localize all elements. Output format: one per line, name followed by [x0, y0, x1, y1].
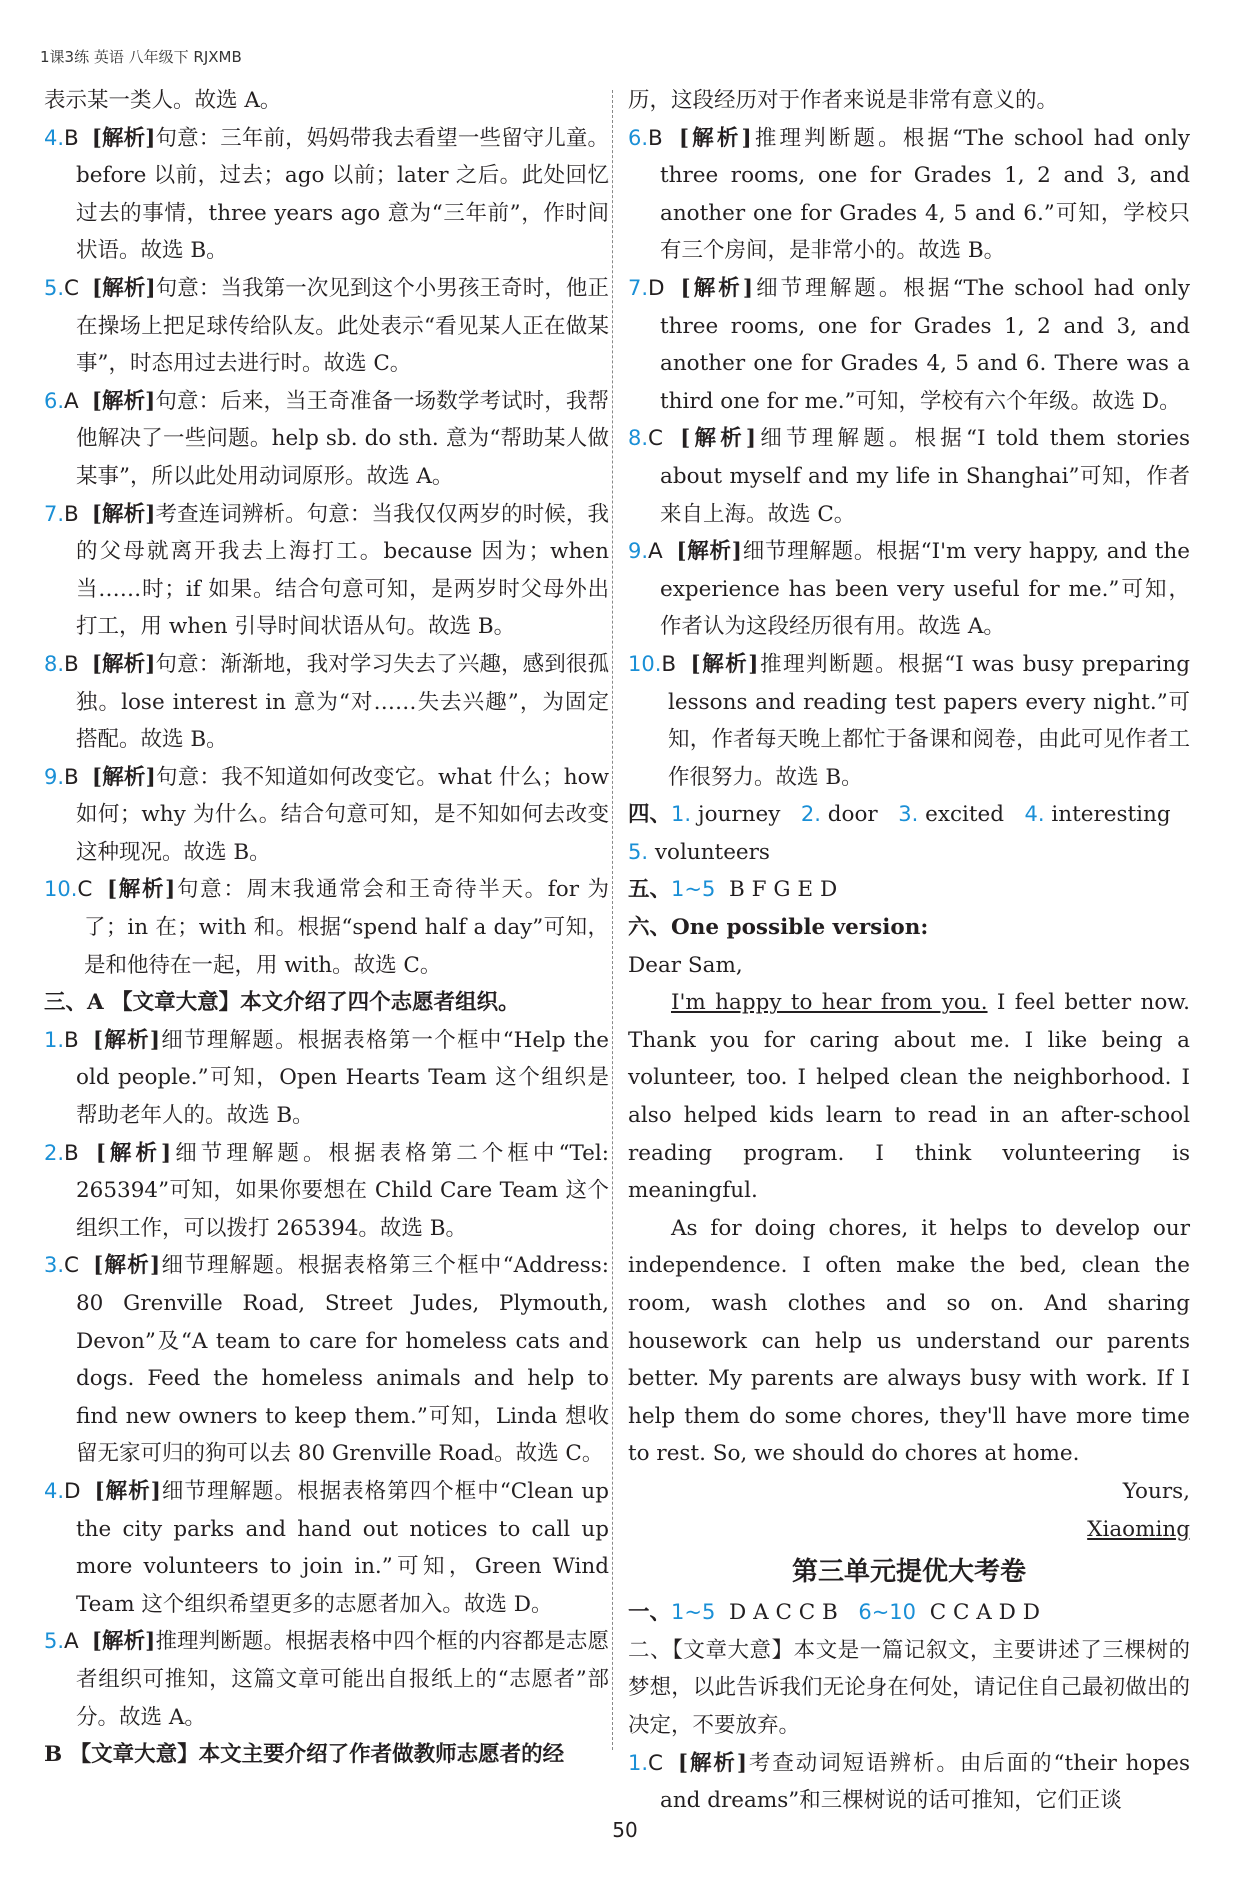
section-4-answers: 四、1. journey 2. door 3. excited 4. interesting: [628, 802, 1171, 828]
sample-letter: [628, 947, 1190, 1549]
page-number: 50: [612, 1818, 638, 1842]
left-column: [44, 82, 609, 1774]
section-3-intro: 三、A 【文章大意】本文介绍了四个志愿者组织。: [44, 990, 520, 1016]
sec3-item-2: 2.B [解析]细节理解题。根据表格第二个框中“Tel: 265394”可知，如果你要想在 Child Care Team 这个组织工作，可以拨打 265394。故选 B。: [44, 1140, 609, 1241]
answer-item-r7: 7.D [解析]细节理解题。根据“The school had only three rooms, one for Grades 1, 2 and 3, and another one for Grades 4, 5 and 6. There was a third one for me.”可知，学校有六个年级。故选 D。: [628, 275, 1190, 414]
right-items: [628, 120, 1190, 797]
answer-item-9: 9.B [解析]句意：我不知道如何改变它。what 什么；how 如何；why 为什么。结合句意可知，是不知如何去改变这种现况。故选 B。: [44, 764, 609, 865]
section-3-items: [44, 1022, 609, 1736]
section-3b-intro: B 【文章大意】本文主要介绍了作者做教师志愿者的经: [44, 1742, 565, 1768]
letter-closing: Yours,: [1122, 1478, 1190, 1504]
unit-title: 第三单元提优大考卷: [791, 1557, 1026, 1588]
right-continuation: 历，这段经历对于作者来说是非常有意义的。: [628, 88, 1059, 113]
right-column: [628, 82, 1190, 1820]
column-divider: [612, 90, 613, 1750]
answer-item-7: 7.B [解析]考查连词辨析。句意：当我仅仅两岁的时候，我的父母就离开我去上海打工。because 因为；when 当……时；if 如果。结合句意可知，是两岁时父母外出打工，用 when 引导时间状语从句。故选 B。: [44, 501, 609, 640]
answer-item-r6: 6.B [解析]推理判断题。根据“The school had only three rooms, one for Grades 1, 2 and 3, and another one for Grades 4, 5 and 6.”可知，学校只有三个房间，是非常小的。故选 B。: [628, 125, 1190, 264]
sec3-item-1: 1.B [解析]细节理解题。根据表格第一个框中“Help the old people.”可知，Open Hearts Team 这个组织是帮助老年人的。故选 B。: [44, 1027, 609, 1129]
left-items: [44, 120, 609, 985]
answer-item-r8: 8.C [解析]细节理解题。根据“I told them stories about myself and my life in Shanghai”可知，作者来自上海。故选 C。: [628, 426, 1190, 527]
page-header: 1课3练 英语 八年级下 RJXMB: [40, 48, 242, 66]
sec3-item-5: 5.A [解析]推理判断题。根据表格中四个框的内容都是志愿者组织可推知，这篇文章可能出自报纸上的“志愿者”部分。故选 A。: [44, 1629, 609, 1730]
letter-signature: Xiaoming: [1087, 1516, 1190, 1542]
section-6-title: 六、One possible version:: [628, 915, 929, 941]
unit-section-1-answers: 一、1~5 D A C C B 6~10 C C A D D: [628, 1600, 1040, 1626]
letter-greeting: Dear Sam,: [628, 952, 743, 978]
sec3-item-3: 3.C [解析]细节理解题。根据表格第三个框中“Address: 80 Grenville Road, Street Judes, Plymouth, Devon”及“A team to care for homeless cats and dogs. Feed the homeless animals and help to find new owners to keep them.”可知，Linda 想收留无家可归的狗可以去 80 Grenville Road。故选 C。: [44, 1253, 609, 1467]
section-5-answers: 五、1~5 B F G E D: [628, 877, 838, 903]
section-4-answers-line2: 5. volunteers: [628, 839, 770, 865]
answer-item-r10: 10.B [解析]推理判断题。根据“I was busy preparing lessons and reading test papers every night.”可知，作者每天晚上都忙于备课和阅卷，由此可见作者工作很努力。故选 B。: [628, 651, 1190, 790]
letter-paragraph-2: As for doing chores, it helps to develop our independence. I often make the bed, clean the room, wash clothes and so on. And sharing housework can help us understand our parents better. My parents are always busy with work. If I help them do some chores, they'll have more time to rest. So, we should do chores at home.: [628, 1215, 1190, 1467]
letter-paragraph-1: I'm happy to hear from you. I feel better now. Thank you for caring about me. I like being a volunteer, too. I helped clean the neighborhood. I also helped kids learn to read in an after-school reading program. I think volunteering is meaningful.: [628, 990, 1190, 1204]
left-continuation: 表示某一类人。故选 A。: [44, 88, 282, 113]
answer-item-r9: 9.A [解析]细节理解题。根据“I'm very happy, and the experience has been very useful for me.”可知，作者认为这段经历很有用。故选 A。: [628, 539, 1190, 640]
answer-item-4: 4.B [解析]句意：三年前，妈妈带我去看望一些留守儿童。before 以前，过去；ago 以前；later 之后。此处回忆过去的事情，three years ago 意为“三年前”，作时间状语。故选 B。: [44, 125, 609, 264]
answer-item-10: 10.C [解析]句意：周末我通常会和王奇待半天。for 为了；in 在；with 和。根据“spend half a day”可知，是和他待在一起，用 with。故选 C。: [44, 877, 609, 978]
unit-sec2-item-1: 1.C [解析]考查动词短语辨析。由后面的“their hopes and dreams”和三棵树说的话可推知，它们正谈: [628, 1750, 1190, 1814]
answer-item-6: 6.A [解析]句意：后来，当王奇准备一场数学考试时，我帮他解决了一些问题。help sb. do sth. 意为“帮助某人做某事”，所以此处用动词原形。故选 A。: [44, 388, 609, 489]
sec3-item-4: 4.D [解析]细节理解题。根据表格第四个框中“Clean up the city parks and hand out notices to call up more volunteers to join in.”可知，Green Wind Team 这个组织希望更多的志愿者加入。故选 D。: [44, 1478, 609, 1617]
answer-item-8: 8.B [解析]句意：渐渐地，我对学习失去了兴趣，感到很孤独。lose interest in 意为“对……失去兴趣”，为固定搭配。故选 B。: [44, 651, 609, 753]
answer-item-5: 5.C [解析]句意：当我第一次见到这个小男孩王奇时，他正在操场上把足球传给队友。此处表示“看见某人正在做某事”，时态用过去进行时。故选 C。: [44, 275, 609, 377]
unit-section-2-intro: 二、【文章大意】本文是一篇记叙文，主要讲述了三棵树的梦想，以此告诉我们无论身在何处，请记住自己最初做出的决定，不要放弃。: [628, 1637, 1190, 1738]
